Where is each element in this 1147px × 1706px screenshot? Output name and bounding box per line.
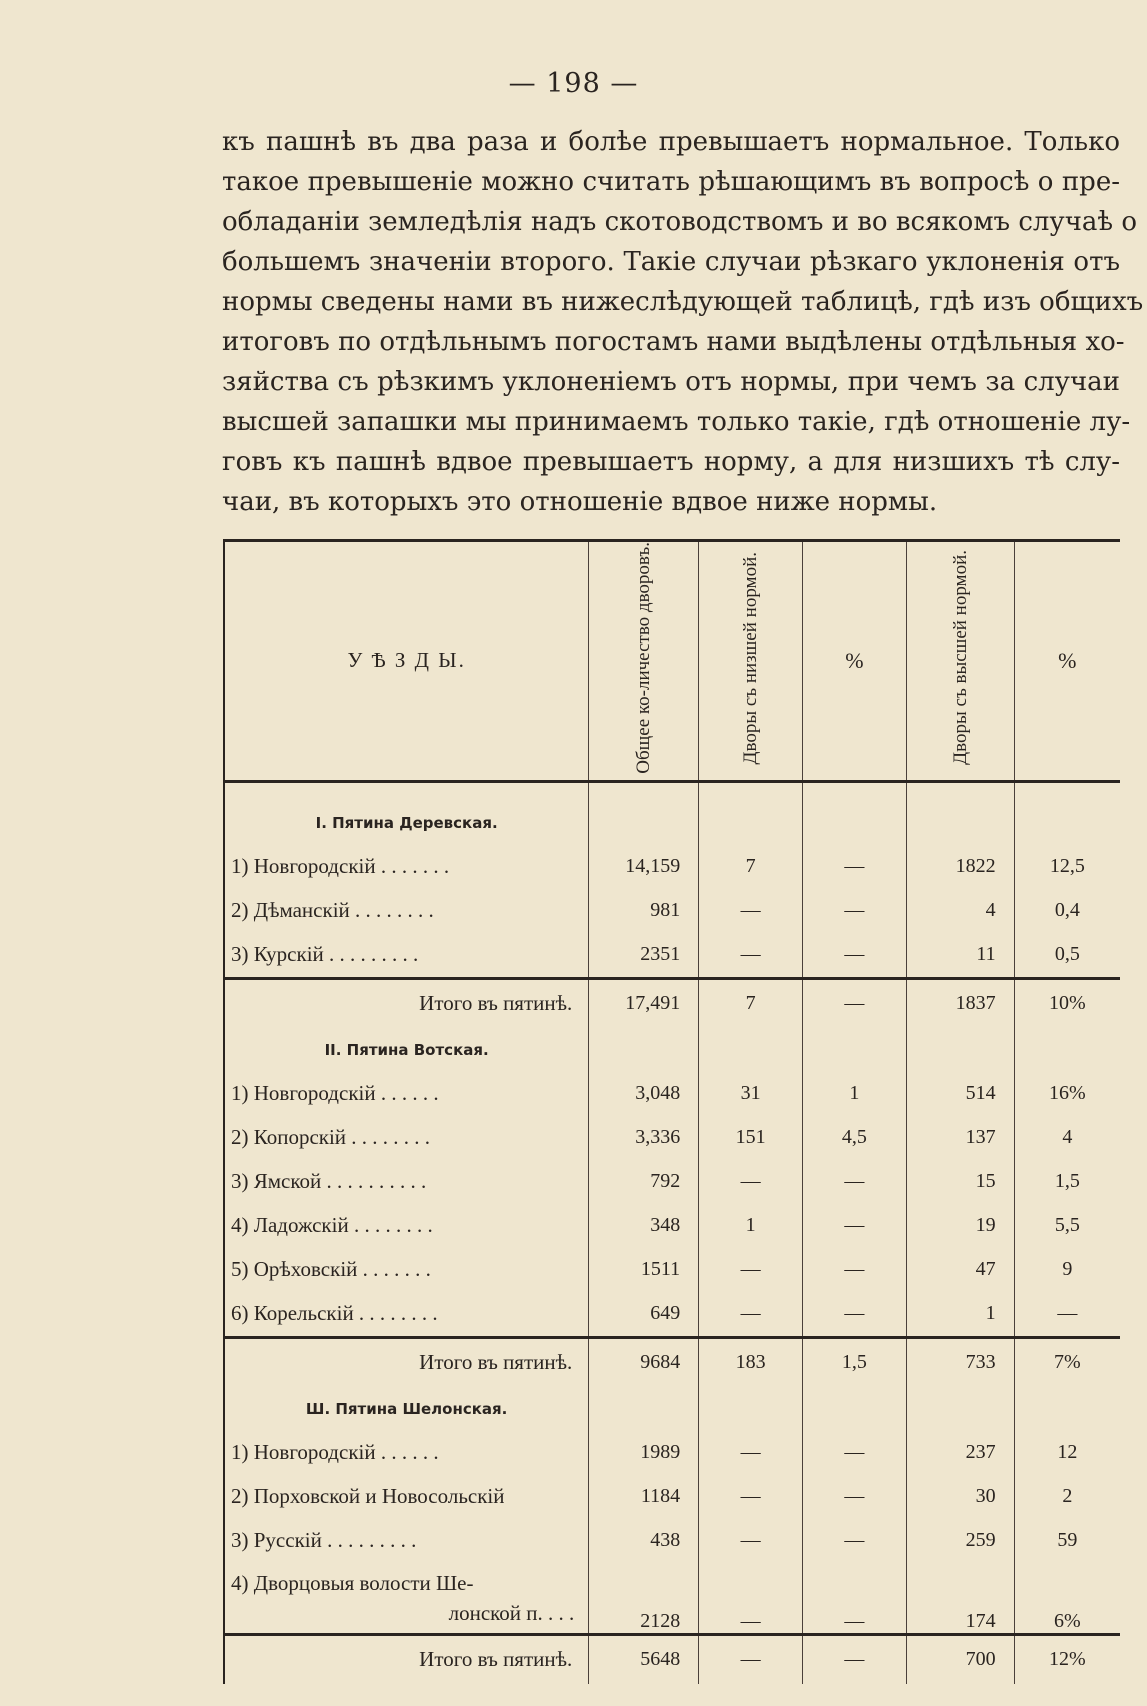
uezd-name-line: лонской п. . . . — [448, 1600, 575, 1625]
total-households: 438 — [589, 1519, 699, 1563]
page-number: — 198 — — [508, 68, 639, 99]
section-total-row — [224, 1337, 1120, 1387]
lower-norm-percent: — — [802, 1204, 906, 1248]
paragraph-line: большемъ значеніи второго. Такіе случаи рѣзкаго уклоненія отъ — [222, 247, 1120, 277]
higher-norm-percent: 10% — [1014, 978, 1120, 1028]
uezd-name: 2) Копорскій . . . . . . . . — [224, 1116, 589, 1160]
paragraph-line: такое превышеніе можно считать рѣшающимъ въ вопросѣ о пре- — [222, 167, 1120, 197]
lower-norm-count: 151 — [699, 1116, 803, 1160]
higher-norm-percent: 12,5 — [1014, 845, 1120, 889]
higher-norm-percent: 4 — [1014, 1116, 1120, 1160]
higher-norm-count: 1837 — [906, 978, 1014, 1028]
paragraph-line: обладаніи земледѣлія надъ скотоводствомъ и во всякомъ случаѣ о — [222, 207, 1138, 237]
higher-norm-percent: 2 — [1014, 1475, 1120, 1519]
lower-norm-count: — — [699, 1475, 803, 1519]
statistics-table — [223, 539, 1120, 1672]
lower-norm-percent: — — [802, 845, 906, 889]
higher-norm-count: 30 — [906, 1475, 1014, 1519]
header-percent-lower: % — [802, 541, 906, 782]
uezd-name-line: 4) Дворцовыя волости Ше- — [231, 1570, 474, 1595]
spacer-cell — [802, 781, 906, 801]
empty-cell — [906, 1028, 1014, 1072]
higher-norm-count: 514 — [906, 1072, 1014, 1116]
lower-norm-percent: 4,5 — [802, 1116, 906, 1160]
empty-cell — [589, 1387, 699, 1431]
empty-cell — [699, 801, 803, 845]
uezd-name: 2) Дѣманскій . . . . . . . . — [224, 889, 589, 933]
lower-norm-percent: — — [802, 1563, 906, 1635]
table-row — [224, 1475, 1120, 1519]
total-households: 2351 — [589, 933, 699, 979]
total-households: 649 — [589, 1292, 699, 1338]
uezd-name: 3) Русскій . . . . . . . . . — [224, 1519, 589, 1563]
lower-norm-percent: — — [802, 1160, 906, 1204]
lower-norm-count: — — [699, 889, 803, 933]
spacer-cell — [224, 781, 589, 801]
lower-norm-percent: — — [802, 889, 906, 933]
uezd-name: 2) Порховской и Новосольскій — [224, 1475, 589, 1519]
section-total-row — [224, 1634, 1120, 1684]
higher-norm-percent: 12 — [1014, 1431, 1120, 1475]
table-row — [224, 1563, 1120, 1635]
total-households: 1511 — [589, 1248, 699, 1292]
empty-cell — [1014, 801, 1120, 845]
table-row — [224, 1160, 1120, 1204]
lower-norm-percent: — — [802, 1634, 906, 1684]
higher-norm-count: 15 — [906, 1160, 1014, 1204]
higher-norm-count: 1 — [906, 1292, 1014, 1338]
lower-norm-count: 31 — [699, 1072, 803, 1116]
uezd-name: 3) Курскій . . . . . . . . . — [224, 933, 589, 979]
section-title-row — [224, 1387, 1120, 1431]
total-households: 1184 — [589, 1475, 699, 1519]
uezd-name — [224, 1563, 589, 1635]
higher-norm-percent: 5,5 — [1014, 1204, 1120, 1248]
higher-norm-count: 4 — [906, 889, 1014, 933]
total-label: Итого въ пятинѣ. — [224, 1634, 589, 1684]
spacer-cell — [589, 781, 699, 801]
section-title-row — [224, 801, 1120, 845]
total-households: 3,336 — [589, 1116, 699, 1160]
uezd-name: 4) Ладожскій . . . . . . . . — [224, 1204, 589, 1248]
lower-norm-count: — — [699, 1160, 803, 1204]
total-households: 14,159 — [589, 845, 699, 889]
higher-norm-count: 237 — [906, 1431, 1014, 1475]
higher-norm-count: 137 — [906, 1116, 1014, 1160]
higher-norm-count: 47 — [906, 1248, 1014, 1292]
lower-norm-count: — — [699, 933, 803, 979]
empty-cell — [802, 1387, 906, 1431]
empty-cell — [906, 801, 1014, 845]
table-row — [224, 933, 1120, 979]
higher-norm-percent: 0,4 — [1014, 889, 1120, 933]
total-households: 792 — [589, 1160, 699, 1204]
higher-norm-count: 733 — [906, 1337, 1014, 1387]
uezd-name: 3) Ямской . . . . . . . . . . — [224, 1160, 589, 1204]
section-total-row — [224, 978, 1120, 1028]
lower-norm-percent: — — [802, 1431, 906, 1475]
uezd-name: 1) Новгородскій . . . . . . — [224, 1431, 589, 1475]
paragraph-line: къ пашнѣ въ два раза и болѣе превышаетъ нормальное. Только — [222, 127, 1120, 157]
table-header-row — [224, 541, 1120, 782]
lower-norm-count: 183 — [699, 1337, 803, 1387]
total-households: 1989 — [589, 1431, 699, 1475]
lower-norm-percent: — — [802, 1475, 906, 1519]
section-title: I. Пятина Деревская. — [224, 801, 589, 845]
higher-norm-count: 1822 — [906, 845, 1014, 889]
table-body — [224, 781, 1120, 1684]
lower-norm-count: — — [699, 1519, 803, 1563]
spacer-cell — [906, 781, 1014, 801]
header-lower-norm: Дворы съ низшей нормой. — [699, 541, 803, 782]
uezd-name: 1) Новгородскій . . . . . . . — [224, 845, 589, 889]
total-households: 3,048 — [589, 1072, 699, 1116]
empty-cell — [1014, 1028, 1120, 1072]
table-row — [224, 1431, 1120, 1475]
paragraph-line: говъ къ пашнѣ вдвое превышаетъ норму, а для низшихъ тѣ слу- — [222, 447, 1120, 477]
higher-norm-percent: 16% — [1014, 1072, 1120, 1116]
lower-norm-count: 7 — [699, 978, 803, 1028]
total-households: 348 — [589, 1204, 699, 1248]
total-households: 17,491 — [589, 978, 699, 1028]
table-row — [224, 1072, 1120, 1116]
section-title: Ш. Пятина Шелонская. — [224, 1387, 589, 1431]
table-row — [224, 1204, 1120, 1248]
lower-norm-percent: — — [802, 1248, 906, 1292]
total-households: 9684 — [589, 1337, 699, 1387]
lower-norm-count: — — [699, 1634, 803, 1684]
higher-norm-percent: — — [1014, 1292, 1120, 1338]
total-households: 981 — [589, 889, 699, 933]
lower-norm-count: — — [699, 1292, 803, 1338]
higher-norm-percent: 7% — [1014, 1337, 1120, 1387]
section-title: II. Пятина Вотская. — [224, 1028, 589, 1072]
paragraph-line: высшей запашки мы принимаемъ только такіе, гдѣ отношеніе лу- — [222, 407, 1131, 437]
lower-norm-count: — — [699, 1563, 803, 1635]
paragraph-line: чаи, въ которыхъ это отношеніе вдвое ниже нормы. — [222, 487, 938, 517]
empty-cell — [589, 801, 699, 845]
higher-norm-percent: 1,5 — [1014, 1160, 1120, 1204]
empty-cell — [1014, 1387, 1120, 1431]
table-spacer-row — [224, 781, 1120, 801]
table-row — [224, 1519, 1120, 1563]
spacer-cell — [699, 781, 803, 801]
lower-norm-count: — — [699, 1248, 803, 1292]
higher-norm-percent: 59 — [1014, 1519, 1120, 1563]
header-percent-higher: % — [1014, 541, 1120, 782]
empty-cell — [802, 1028, 906, 1072]
lower-norm-percent: — — [802, 1519, 906, 1563]
total-households: 5648 — [589, 1634, 699, 1684]
spacer-cell — [1014, 781, 1120, 801]
paragraph-line: зяйства съ рѣзкимъ уклоненіемъ отъ нормы, при чемъ за случаи — [222, 367, 1120, 397]
empty-cell — [802, 801, 906, 845]
higher-norm-percent: 6% — [1014, 1563, 1120, 1635]
total-label: Итого въ пятинѣ. — [224, 1337, 589, 1387]
lower-norm-count: 1 — [699, 1204, 803, 1248]
empty-cell — [589, 1028, 699, 1072]
paragraph-line: итоговъ по отдѣльнымъ погостамъ нами выдѣлены отдѣльныя хо- — [222, 327, 1125, 357]
higher-norm-count: 259 — [906, 1519, 1014, 1563]
total-label: Итого въ пятинѣ. — [224, 978, 589, 1028]
higher-norm-count: 19 — [906, 1204, 1014, 1248]
paragraph-line: нормы сведены нами въ нижеслѣдующей таблицѣ, гдѣ изъ общихъ — [222, 287, 1144, 317]
header-total-households: Общее ко-личество дворовъ. — [589, 541, 699, 782]
lower-norm-count: 7 — [699, 845, 803, 889]
empty-cell — [699, 1028, 803, 1072]
uezd-name: 1) Новгородскій . . . . . . — [224, 1072, 589, 1116]
table-row — [224, 1116, 1120, 1160]
body-paragraph — [222, 122, 1144, 522]
empty-cell — [699, 1387, 803, 1431]
total-households: 2128 — [589, 1563, 699, 1635]
table-row — [224, 1292, 1120, 1338]
header-higher-norm: Дворы съ высшей нормой. — [906, 541, 1014, 782]
higher-norm-percent: 0,5 — [1014, 933, 1120, 979]
table-row — [224, 845, 1120, 889]
lower-norm-percent: — — [802, 978, 906, 1028]
lower-norm-count: — — [699, 1431, 803, 1475]
empty-cell — [906, 1387, 1014, 1431]
lower-norm-percent: 1,5 — [802, 1337, 906, 1387]
higher-norm-count: 700 — [906, 1634, 1014, 1684]
higher-norm-count: 11 — [906, 933, 1014, 979]
header-uezdy: У Ѣ З Д Ы. — [224, 541, 589, 782]
table-row — [224, 1248, 1120, 1292]
uezd-name: 6) Корельскій . . . . . . . . — [224, 1292, 589, 1338]
higher-norm-percent: 9 — [1014, 1248, 1120, 1292]
uezd-name: 5) Орѣховскій . . . . . . . — [224, 1248, 589, 1292]
higher-norm-count: 174 — [906, 1563, 1014, 1635]
section-title-row — [224, 1028, 1120, 1072]
higher-norm-percent: 12% — [1014, 1634, 1120, 1684]
lower-norm-percent: 1 — [802, 1072, 906, 1116]
lower-norm-percent: — — [802, 933, 906, 979]
table-row — [224, 889, 1120, 933]
lower-norm-percent: — — [802, 1292, 906, 1338]
